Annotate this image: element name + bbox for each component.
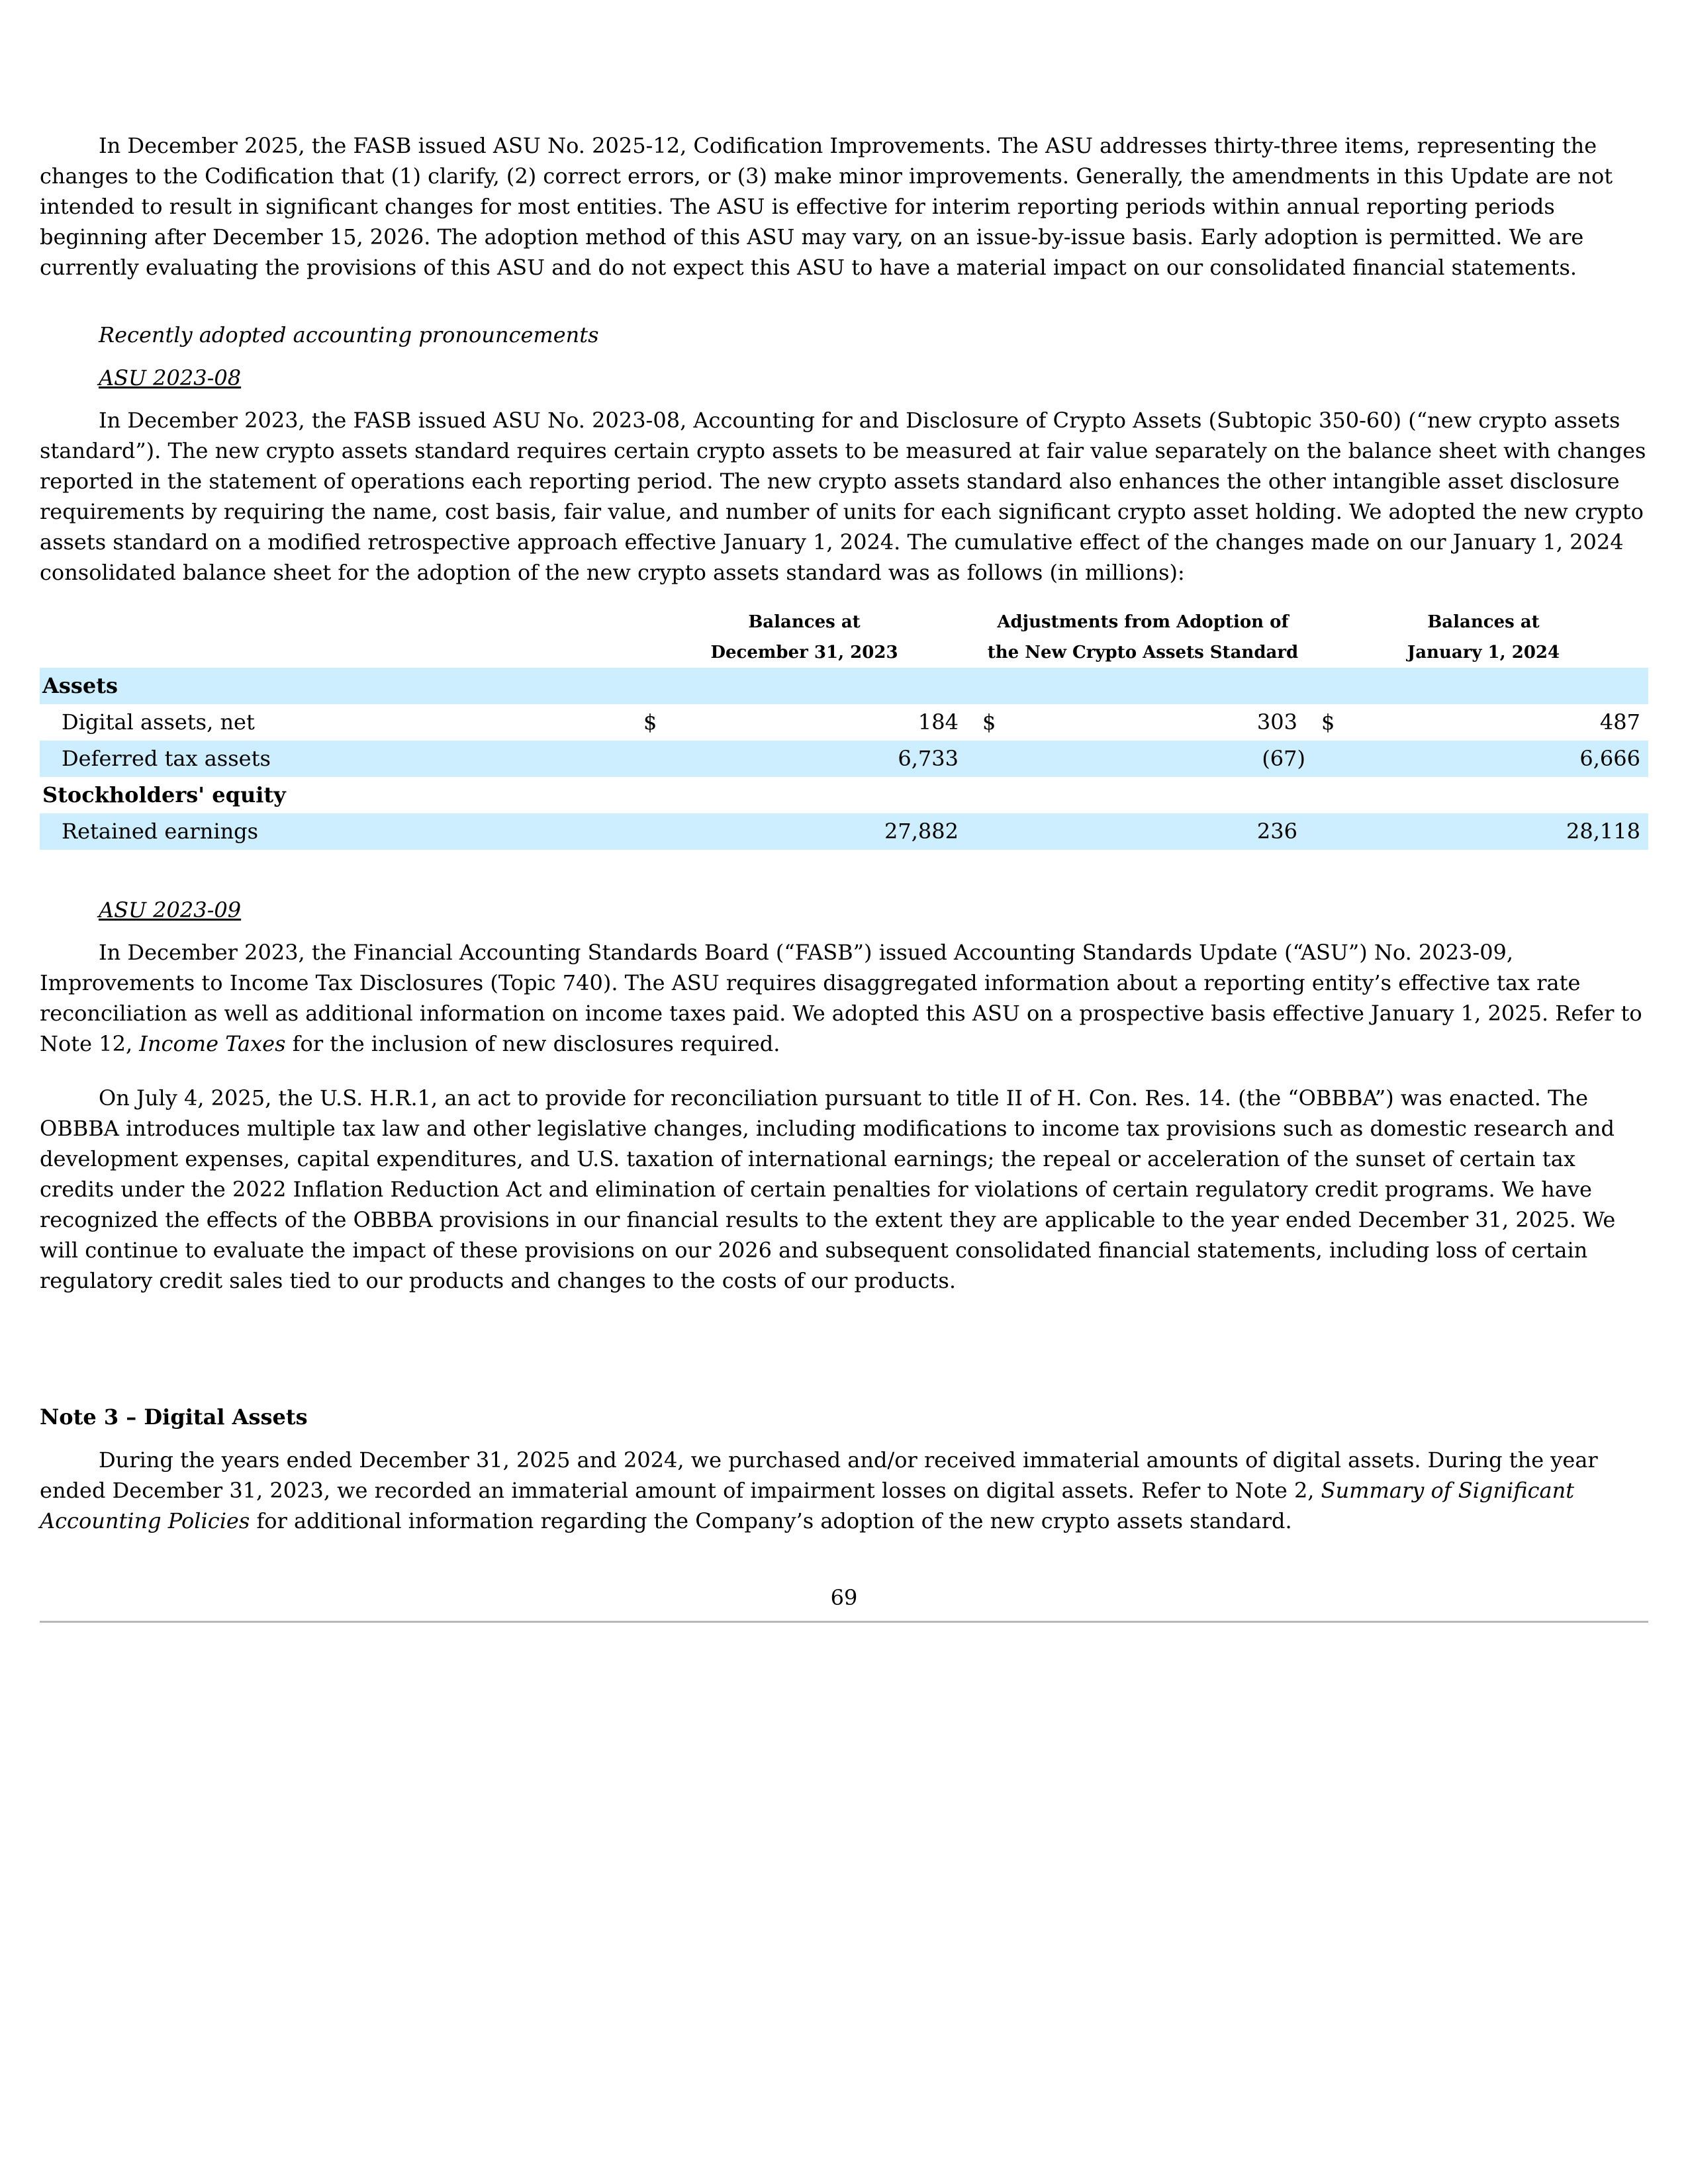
value-dec-31-2023: 27,882 [884, 819, 959, 844]
table-section-row [40, 668, 1648, 704]
asu-2023-09-heading: ASU 2023-09 [99, 897, 242, 923]
asu-2023-08-heading: ASU 2023-08 [99, 365, 242, 390]
table-header [40, 606, 1648, 668]
header-col-3: Balances at January 1, 2024 [1319, 607, 1648, 670]
crypto-adoption-table [40, 606, 1648, 850]
value-jan-1-2024: 6,666 [1579, 746, 1640, 771]
table-section-row [40, 777, 1648, 813]
paragraph-obbba: On July 4, 2025, the U.S. H.R.1, an act to provide for reconciliation pursuant to title II of H. Con. Res. 14. (the “OBBBA”) was enacted. The OBBBA introduces multiple tax law and other legislative changes, including modifications to income tax provisions such as domestic research and development expenses, capital expenditures, and U.S. taxation of international earnings; the repeal or acceleration of the sunset of certain tax credits under the 2022 Inflation Reduction Act and elimination of certain penalties for violations of certain regulatory credit programs. We have recognized the effects of the OBBBA provisions in our financial results to the extent they are applicable to the year ended December 31, 2025. We will continue to evaluate the impact of these provisions on our 2026 and subsequent consolidated financial statements, including loss of certain regulatory credit sales tied to our products and changes to the costs of our products. [40, 1085, 1616, 1293]
paragraph-asu-2023-09: In December 2023, the Financial Accounting Standards Board (“FASB”) issued Accounting Standards Update (“ASU”) No. 2023-09, Improvements to Income Tax Disclosures (Topic 740). The ASU requires disaggregated information about a reporting entity’s effective tax rate reconciliation as well as additional information on income taxes paid. We adopted this ASU on a prospective basis effective January 1, 2025. Refer to Note 12, Income Taxes for the inclusion of new disclosures required. [40, 940, 1642, 1056]
section-label-assets: Assets [42, 673, 118, 698]
header-col-1: Balances at December 31, 2023 [642, 607, 966, 670]
table-row [40, 813, 1648, 850]
value-adjustment: 236 [1256, 819, 1297, 844]
row-label: Retained earnings [62, 819, 259, 844]
value-adjustment: (67) [1262, 746, 1305, 771]
paragraph-digital-assets: During the years ended December 31, 2025 and 2024, we purchased and/or received immaterial amounts of digital assets. During the year ended December 31, 2023, we recorded an immaterial amount of impairment losses on digital assets. Refer to Note 2, Summary of Significant Accounting Policies for additional information regarding the Company’s adoption of the new crypto assets standard. [40, 1447, 1598, 1533]
page-footer-rule [40, 1621, 1648, 1623]
value-dec-31-2023: 184 [917, 709, 959, 735]
section-label-equity: Stockholders' equity [42, 782, 286, 807]
recently-adopted-heading: Recently adopted accounting pronouncements [99, 322, 599, 347]
table-row [40, 741, 1648, 777]
page-number: 69 [830, 1585, 858, 1610]
header-col-2: Adjustments from Adoption of the New Crypto Assets Standard [980, 607, 1306, 670]
dollar-sign: $ [643, 709, 657, 735]
note-3-title: Note 3 – Digital Assets [40, 1404, 308, 1430]
row-label: Deferred tax assets [62, 746, 271, 771]
paragraph-asu-2023-08: In December 2023, the FASB issued ASU No. 2023-08, Accounting for and Disclosure of Crypto Assets (Subtopic 350-60) (“new crypto assets standard”). The new crypto assets standard requires certain crypto assets to be measured at fair value separately on the balance sheet with changes reported in the statement of operations each reporting period. The new crypto assets standard also enhances the other intangible asset disclosure requirements by requiring the name, cost basis, fair value, and number of units for each significant crypto asset holding. We adopted the new crypto assets standard on a modified retrospective approach effective January 1, 2024. The cumulative effect of the changes made on our January 1, 2024 consolidated balance sheet for the adoption of the new crypto assets standard was as follows (in millions): [40, 408, 1646, 585]
dollar-sign: $ [982, 709, 996, 735]
paragraph-asu-2025-12: In December 2025, the FASB issued ASU No. 2025-12, Codification Improvements. The ASU addresses thirty-three items, representing the changes to the Codification that (1) clarify, (2) correct errors, or (3) make minor improvements. Generally, the amendments in this Update are not intended to result in significant changes for most entities. The ASU is effective for interim reporting periods within annual reporting periods beginning after December 15, 2026. The adoption method of this ASU may vary, on an issue-by-issue basis. Early adoption is permitted. We are currently evaluating the provisions of this ASU and do not expect this ASU to have a material impact on our consolidated financial statements. [40, 133, 1613, 280]
value-jan-1-2024: 487 [1599, 709, 1640, 735]
value-jan-1-2024: 28,118 [1566, 819, 1640, 844]
income-taxes-reference: Income Taxes [139, 1031, 286, 1056]
value-adjustment: 303 [1256, 709, 1297, 735]
table-row [40, 704, 1648, 741]
value-dec-31-2023: 6,733 [898, 746, 959, 771]
row-label: Digital assets, net [62, 709, 255, 735]
accounting-policies-reference: Summary of Significant Accounting Policies [40, 1478, 1575, 1533]
dollar-sign: $ [1321, 709, 1335, 735]
